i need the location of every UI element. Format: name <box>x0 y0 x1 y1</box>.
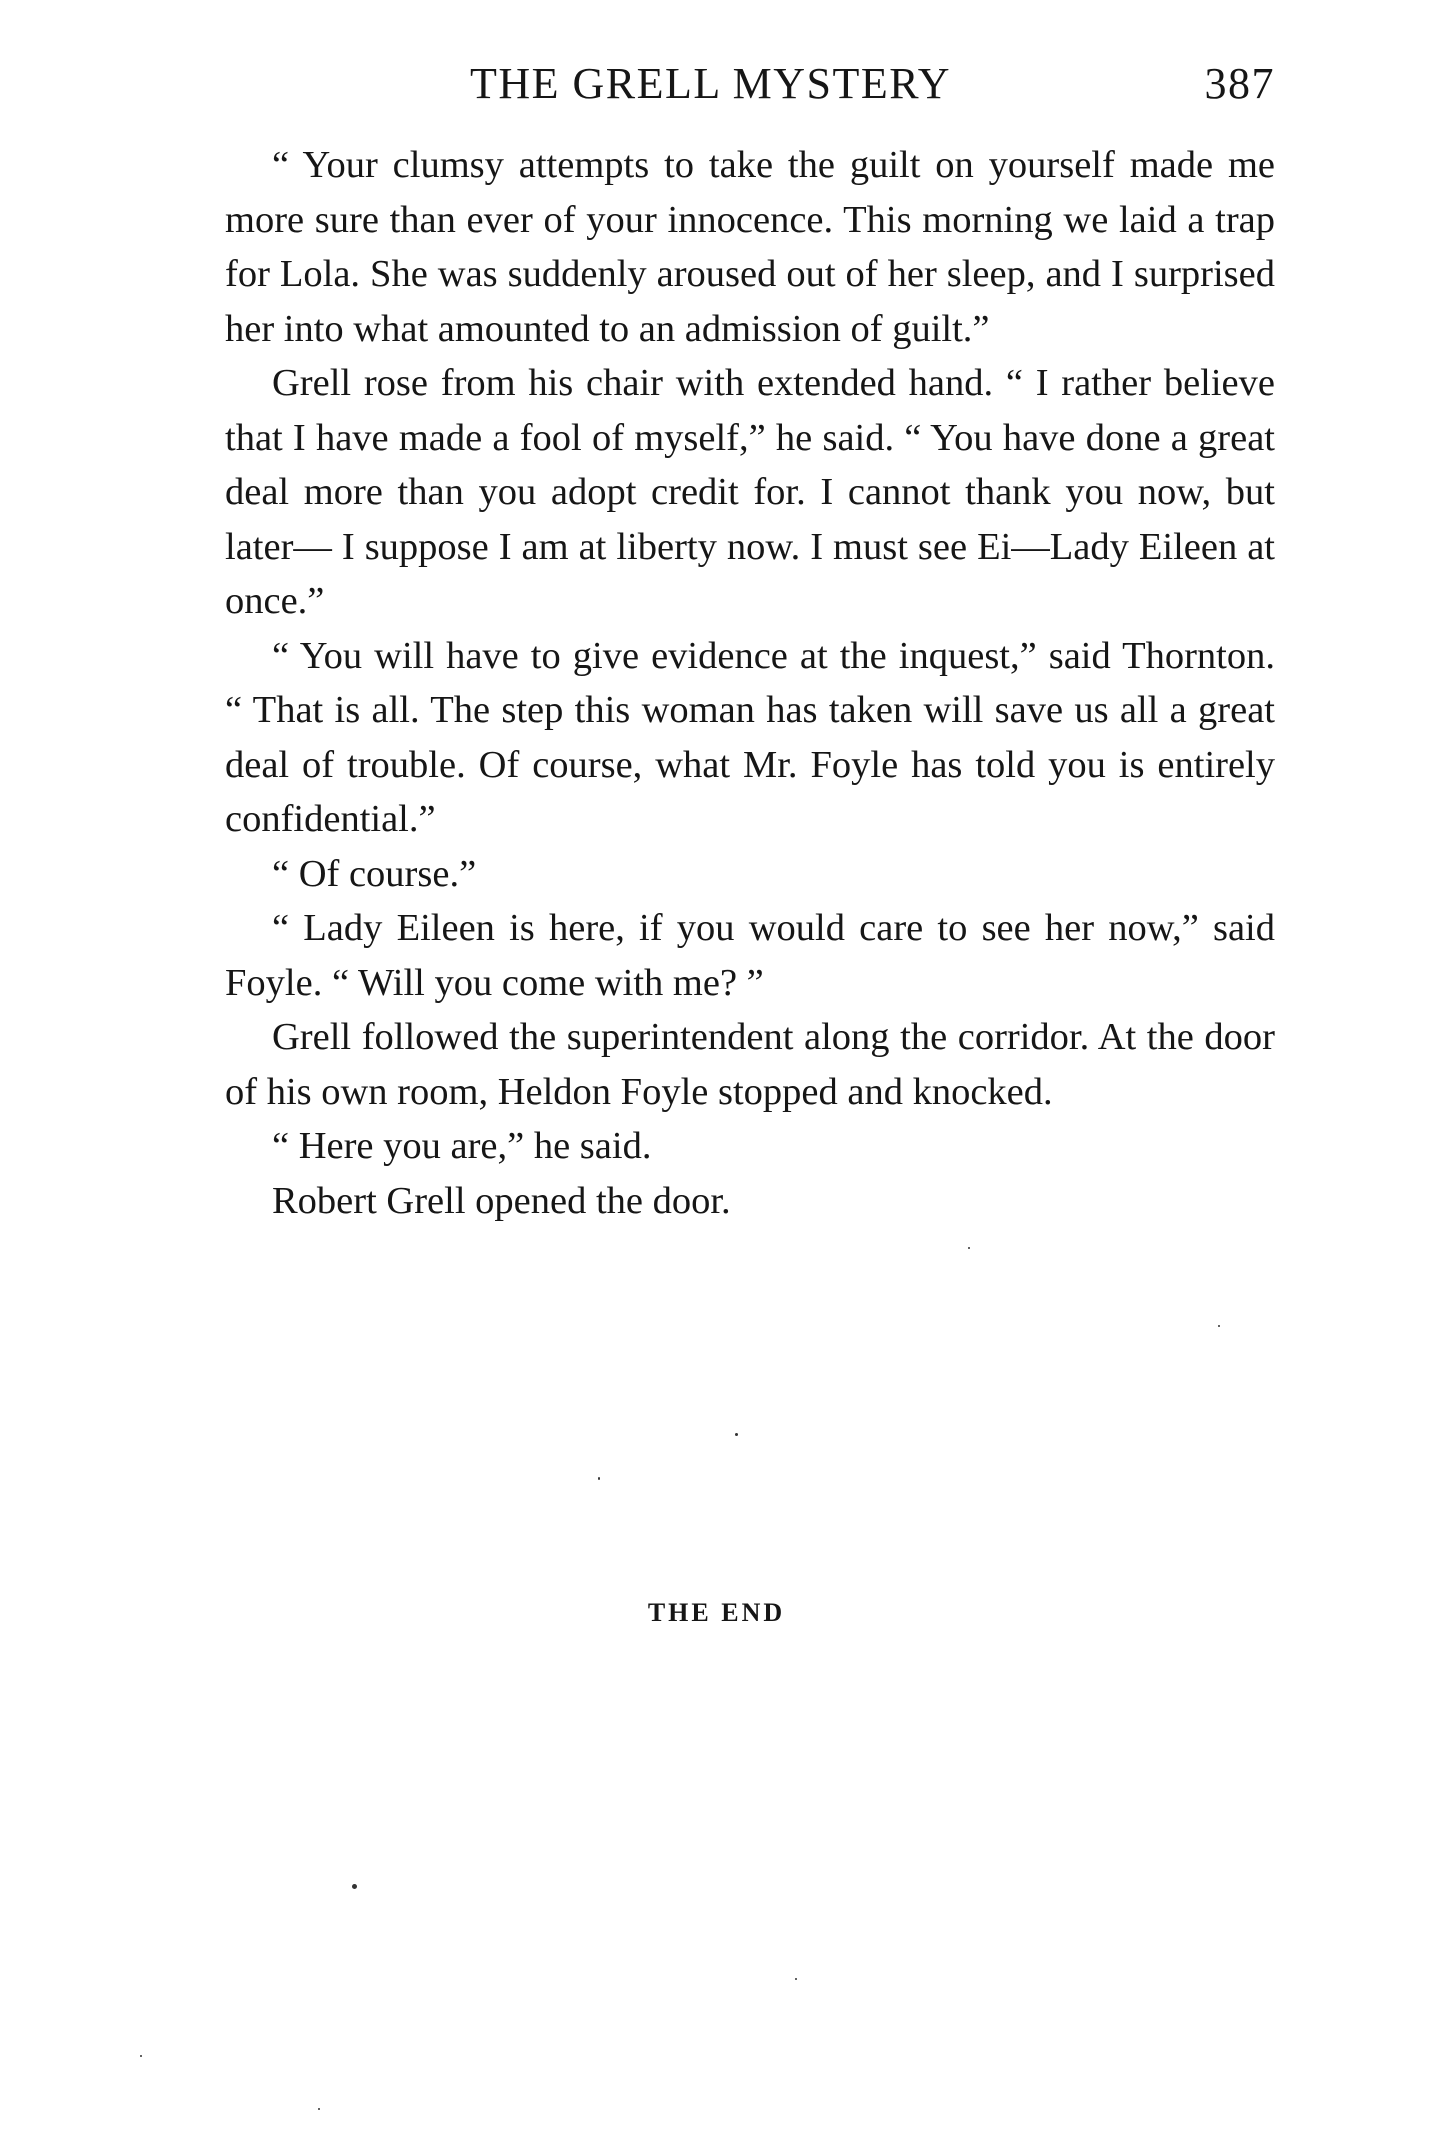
paragraph: “ Of course.” <box>272 852 477 895</box>
end-mark: THE END <box>647 1598 786 1627</box>
paragraph: Grell rose from his chair with extended hand. “ I rather believe that I have made a fool of myself,” he said. “ You have done a great deal more than you adopt credit for. I cannot thank you now, but later— I suppose I am at liberty now. I must see Ei—Lady Eileen at once.” <box>225 362 1275 622</box>
paragraph: “ You will have to give evidence at the inquest,” said Thornton. “ That is all. The step this woman has taken will save us all a great deal of trouble. Of course, what Mr. Foyle has told you is entirely confidential.” <box>225 634 1275 840</box>
paragraph: “ Lady Eileen is here, if you would care to see her now,” said Foyle. “ Will you come with me? ” <box>225 907 1275 1004</box>
running-title: THE GRELL MYSTERY <box>470 59 951 108</box>
paragraph: Robert Grell opened the door. <box>272 1179 731 1222</box>
paragraph: Grell followed the superintendent along the corridor. At the door of his own room, Heldon Foyle stopped and knocked. <box>225 1016 1275 1113</box>
print-speck <box>968 1247 970 1249</box>
page-number: 387 <box>1204 59 1275 108</box>
print-speck <box>318 2108 320 2110</box>
print-speck <box>735 1433 738 1436</box>
print-speck <box>795 1978 797 1980</box>
print-speck <box>1218 1325 1220 1327</box>
body-text <box>225 138 1275 1228</box>
paragraph: “ Your clumsy attempts to take the guilt on yourself made me more sure than ever of your innocence. This morning we laid a trap for Lola. She was suddenly aroused out of her sleep, and I surprised her into what amounted to an admission of guilt.” <box>225 144 1275 350</box>
paragraph: “ Here you are,” he said. <box>272 1125 652 1167</box>
print-speck <box>352 1884 357 1889</box>
print-speck <box>598 1477 600 1480</box>
running-head <box>225 58 1275 118</box>
print-speck <box>140 2055 142 2057</box>
